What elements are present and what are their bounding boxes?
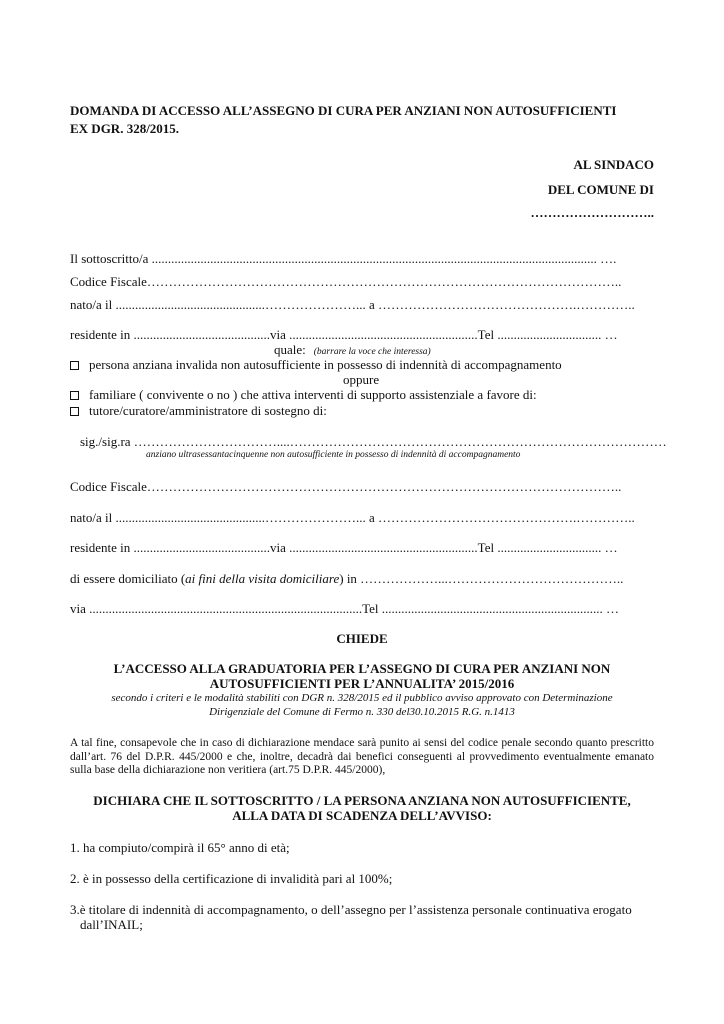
declaration-item-1: 1. ha compiuto/compirà il 65° anno di età; [70, 840, 290, 855]
elderly-birth-field[interactable]: nato/a il ..............................................…………………... a ……………………………………….………….. [70, 510, 635, 525]
declaration-line1: DICHIARA CHE IL SOTTOSCRITTO / LA PERSONA ANZIANA NON AUTOSUFFICIENTE, [93, 793, 631, 808]
recipient-line1: AL SINDACO [573, 157, 654, 172]
applicant-birth-field[interactable]: nato/a il ..............................................…………………... a ……………………………………….………….. [70, 297, 635, 312]
recipient-line2: DEL COMUNE DI [547, 182, 654, 197]
option-familiare-label: familiare ( convivente o no ) che attiva interventi di supporto assistenziale a favore di: [89, 387, 537, 402]
declaration-item-3-line1: 3.è titolare di indennità di accompagnamento, o dell’assegno per l’assistenza personale continuativa erogato [70, 902, 632, 917]
elderly-residence-field[interactable]: residente in ..........................................via ..........................................................Tel ................................ … [70, 540, 618, 555]
request-criteria-line2: Dirigenziale del Comune di Fermo n. 330 del30.10.2015 R.G. n.1413 [209, 706, 515, 718]
applicant-name-field[interactable]: Il sottoscritto/a ......................................................................................................................................... …. [70, 251, 617, 266]
quale-note: (barrare la voce che interessa) [313, 347, 431, 357]
domicile-italic: ai fini della visita domiciliare [185, 571, 340, 586]
elderly-domicile-field[interactable] [70, 571, 623, 587]
elderly-name-field[interactable]: sig./sig.ra ……………………………....…………………………………………………………………………… [80, 434, 667, 449]
option-tutore[interactable] [70, 403, 327, 419]
checkbox-icon[interactable] [70, 391, 79, 400]
disclaimer-paragraph: A tal fine, consapevole che in caso di dichiarazione mendace sarà punito ai sensi del codice penale secondo quanto prescritto dall’art. 76 del D.P.R. 445/2000 e che, inoltre, decadrà dai benefici conseguenti al provvedimento eventualmente emanato sulla base della dichiarazione non veritiera (art.75 D.P.R. 445/2000), [70, 737, 654, 776]
option-familiare[interactable] [70, 387, 537, 403]
applicant-codice-fiscale-field[interactable]: Codice Fiscale……………………………………………………………………………………………….. [70, 274, 622, 289]
form-title-line2: EX DGR. 328/2015. [70, 121, 180, 136]
quale-label: quale: [274, 342, 306, 357]
elderly-codice-fiscale-field[interactable]: Codice Fiscale……………………………………………………………………………………………….. [70, 479, 622, 494]
chiede-heading: CHIEDE [336, 631, 388, 646]
option-persona-anziana-label: persona anziana invalida non autosufficiente in possesso di indennità di accompagnamento [89, 357, 562, 372]
recipient-comune-field[interactable]: ……………………….. [530, 205, 654, 220]
declaration-line2: ALLA DATA DI SCADENZA DELL’AVVISO: [232, 808, 492, 823]
elderly-name-note: anziano ultrasessantacinquenne non autosufficiente in possesso di indennità di accompagnamento [146, 450, 521, 460]
oppure-label: oppure [343, 372, 380, 387]
checkbox-icon[interactable] [70, 407, 79, 416]
request-line2: AUTOSUFFICIENTI PER L’ANNUALITA’ 2015/2016 [209, 676, 515, 691]
domicile-prefix: di essere domiciliato ( [70, 571, 186, 586]
elderly-via-field[interactable]: via ....................................................................................Tel .................................................................... … [70, 601, 620, 616]
form-title-line1: DOMANDA DI ACCESSO ALL’ASSEGNO DI CURA PER ANZIANI NON AUTOSUFFICIENTI [70, 103, 617, 118]
applicant-residence-field[interactable]: residente in ..........................................via ..........................................................Tel ................................ … [70, 327, 618, 342]
declaration-item-2: 2. è in possesso della certificazione di invalidità pari al 100%; [70, 871, 393, 886]
request-line1: L’ACCESSO ALLA GRADUATORIA PER L’ASSEGNO DI CURA PER ANZIANI NON [113, 661, 611, 676]
request-criteria-line1: secondo i criteri e le modalità stabiliti con DGR n. 328/2015 ed il pubblico avviso approvato con Determinazione [111, 692, 613, 704]
checkbox-icon[interactable] [70, 361, 79, 370]
option-tutore-label: tutore/curatore/amministratore di sostegno di: [89, 403, 327, 418]
option-persona-anziana[interactable] [70, 357, 562, 373]
declaration-item-3-line2: dall’INAIL; [80, 917, 143, 932]
domicile-suffix: ) in ………………...………………………………….. [339, 571, 624, 586]
